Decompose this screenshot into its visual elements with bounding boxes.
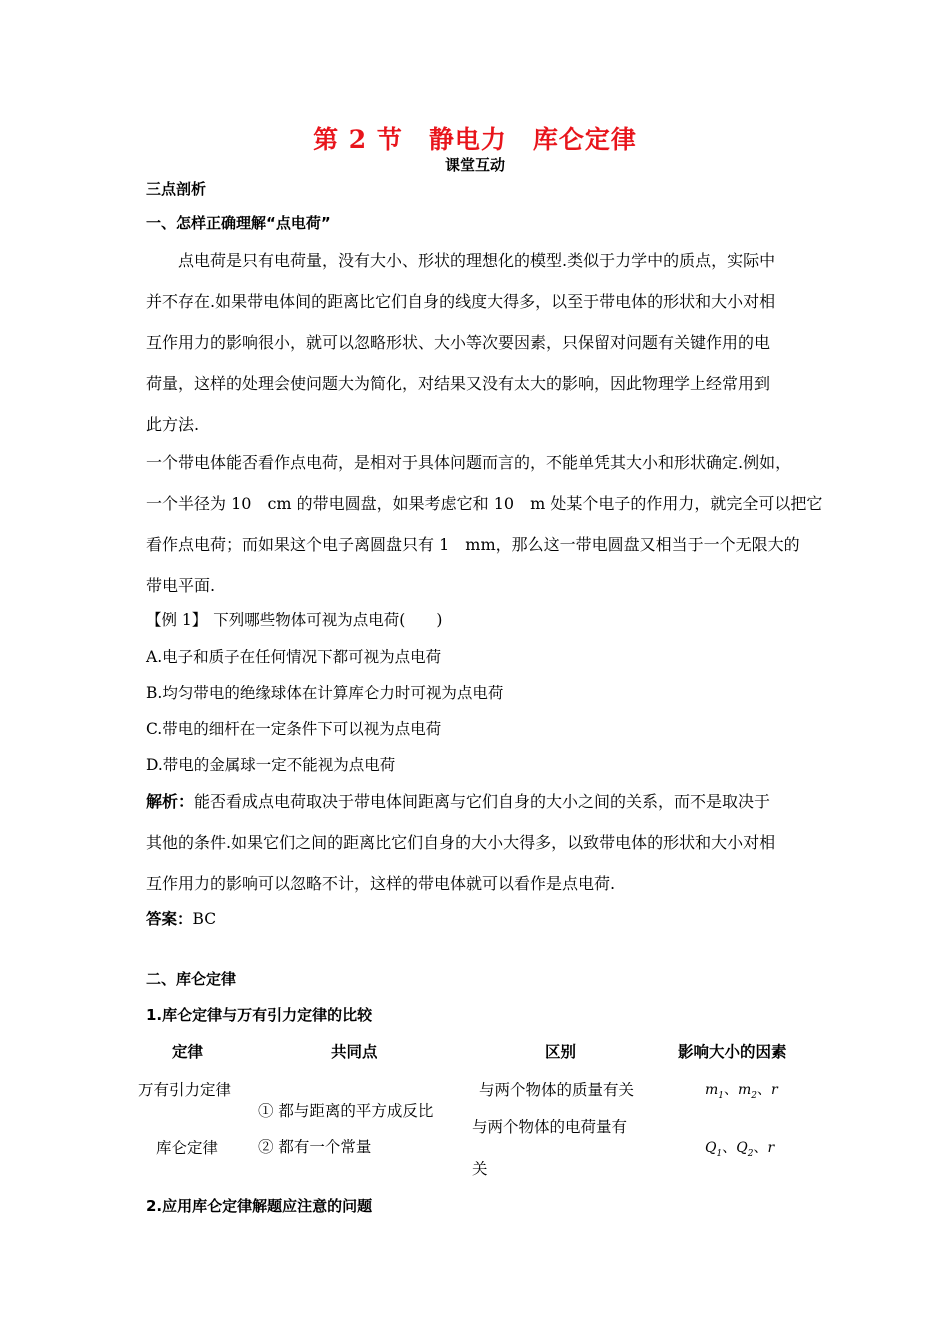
factor-q1: $Q_1$ — [705, 1140, 723, 1159]
part1-heading: 一、怎样正确理解“点电荷” — [146, 214, 331, 232]
option-d: D.带电的金属球一定不能视为点电荷 — [146, 756, 396, 774]
table-header-diff: 区别 — [545, 1043, 577, 1061]
factor-q2: $Q_2$ — [736, 1140, 754, 1159]
table-factor-2: $Q_1$、$Q_2$、r — [705, 1140, 775, 1159]
analysis-text: 能否看成点电荷取决于带电体间距离与它们自身的大小之间的关系，而不是取决于 — [194, 792, 771, 811]
table-header-factors: 影响大小的因素 — [678, 1043, 787, 1061]
para1-line: 互作用力的影响很小，就可以忽略形状、大小等次要因素，只保留对问题有关键作用的电 — [146, 333, 771, 352]
option-c: C.带电的细杆在一定条件下可以视为点电荷 — [146, 720, 442, 738]
part2-sub1: 1.库仑定律与万有引力定律的比较 — [146, 1006, 373, 1024]
option-b: B.均匀带电的绝缘球体在计算库仑力时可视为点电荷 — [146, 684, 504, 702]
page-title: 第 2 节 静电力 库仑定律 — [313, 125, 637, 154]
para1-line: 此方法. — [146, 415, 200, 434]
factor-m1: $m_1$ — [705, 1082, 725, 1101]
analysis-label: 解析： — [146, 792, 195, 811]
factor-m2: $m_2$ — [738, 1082, 758, 1101]
analysis-line: 其他的条件.如果它们之间的距离比它们自身的大小大得多，以致带电体的形状和大小对相 — [146, 833, 776, 852]
table-common-2: ② 都有一个常量 — [258, 1138, 372, 1156]
page-subtitle: 课堂互动 — [444, 156, 505, 174]
example-question-text: 下列哪些物体可视为点电荷( ) — [213, 611, 443, 629]
section-heading: 三点剖析 — [146, 180, 207, 198]
para1-line: 并不存在.如果带电体间的距离比它们自身的线度大得多，以至于带电体的形状和大小对相 — [146, 292, 776, 311]
table-row1-law: 万有引力定律 — [138, 1081, 232, 1099]
factor-r: r — [767, 1140, 775, 1156]
para2-line: 一个半径为 10 cm 的带电圆盘，如果考虑它和 10 m 处某个电子的作用力，就完全可以把它 — [146, 494, 823, 513]
table-common-1: ① 都与距离的平方成反比 — [258, 1102, 434, 1120]
example-label: 【例 1】 — [146, 611, 208, 629]
part2-heading: 二、库仑定律 — [146, 970, 237, 988]
table-header-law: 定律 — [172, 1043, 204, 1061]
answer-value: BC — [192, 910, 217, 928]
para1-line: 荷量，这样的处理会使问题大为简化，对结果又没有太大的影响，因此物理学上经常用到 — [146, 374, 771, 393]
table-factor-1: $m_1$、$m_2$、r — [705, 1082, 778, 1101]
table-diff-1: 与两个物体的质量有关 — [479, 1081, 635, 1099]
table-row2-law: 库仑定律 — [156, 1139, 219, 1157]
table-diff-2: 与两个物体的电荷量有 — [472, 1118, 628, 1136]
factor-r: r — [771, 1082, 778, 1098]
para2-line: 带电平面. — [146, 576, 216, 595]
table-diff-2-cont: 关 — [472, 1160, 488, 1178]
analysis-line: 互作用力的影响可以忽略不计，这样的带电体就可以看作是点电荷. — [146, 874, 616, 893]
option-a: A.电子和质子在任何情况下都可视为点电荷 — [146, 648, 442, 666]
para2-line: 一个带电体能否看作点电荷，是相对于具体问题而言的，不能单凭其大小和形状确定.例如， — [146, 453, 792, 472]
analysis-line — [146, 789, 770, 812]
para2-line: 看作点电荷；而如果这个电子离圆盘只有 1 mm，那么这一带电圆盘又相当于一个无限大的 — [146, 535, 800, 554]
part2-sub2: 2.应用库仑定律解题应注意的问题 — [146, 1197, 373, 1215]
para1-line: 点电荷是只有电荷量，没有大小、形状的理想化的模型.类似于力学中的质点，实际中 — [178, 251, 776, 270]
answer-line — [146, 907, 216, 929]
answer-label: 答案： — [146, 910, 193, 928]
table-header-common: 共同点 — [331, 1043, 378, 1061]
example-question — [146, 608, 442, 630]
